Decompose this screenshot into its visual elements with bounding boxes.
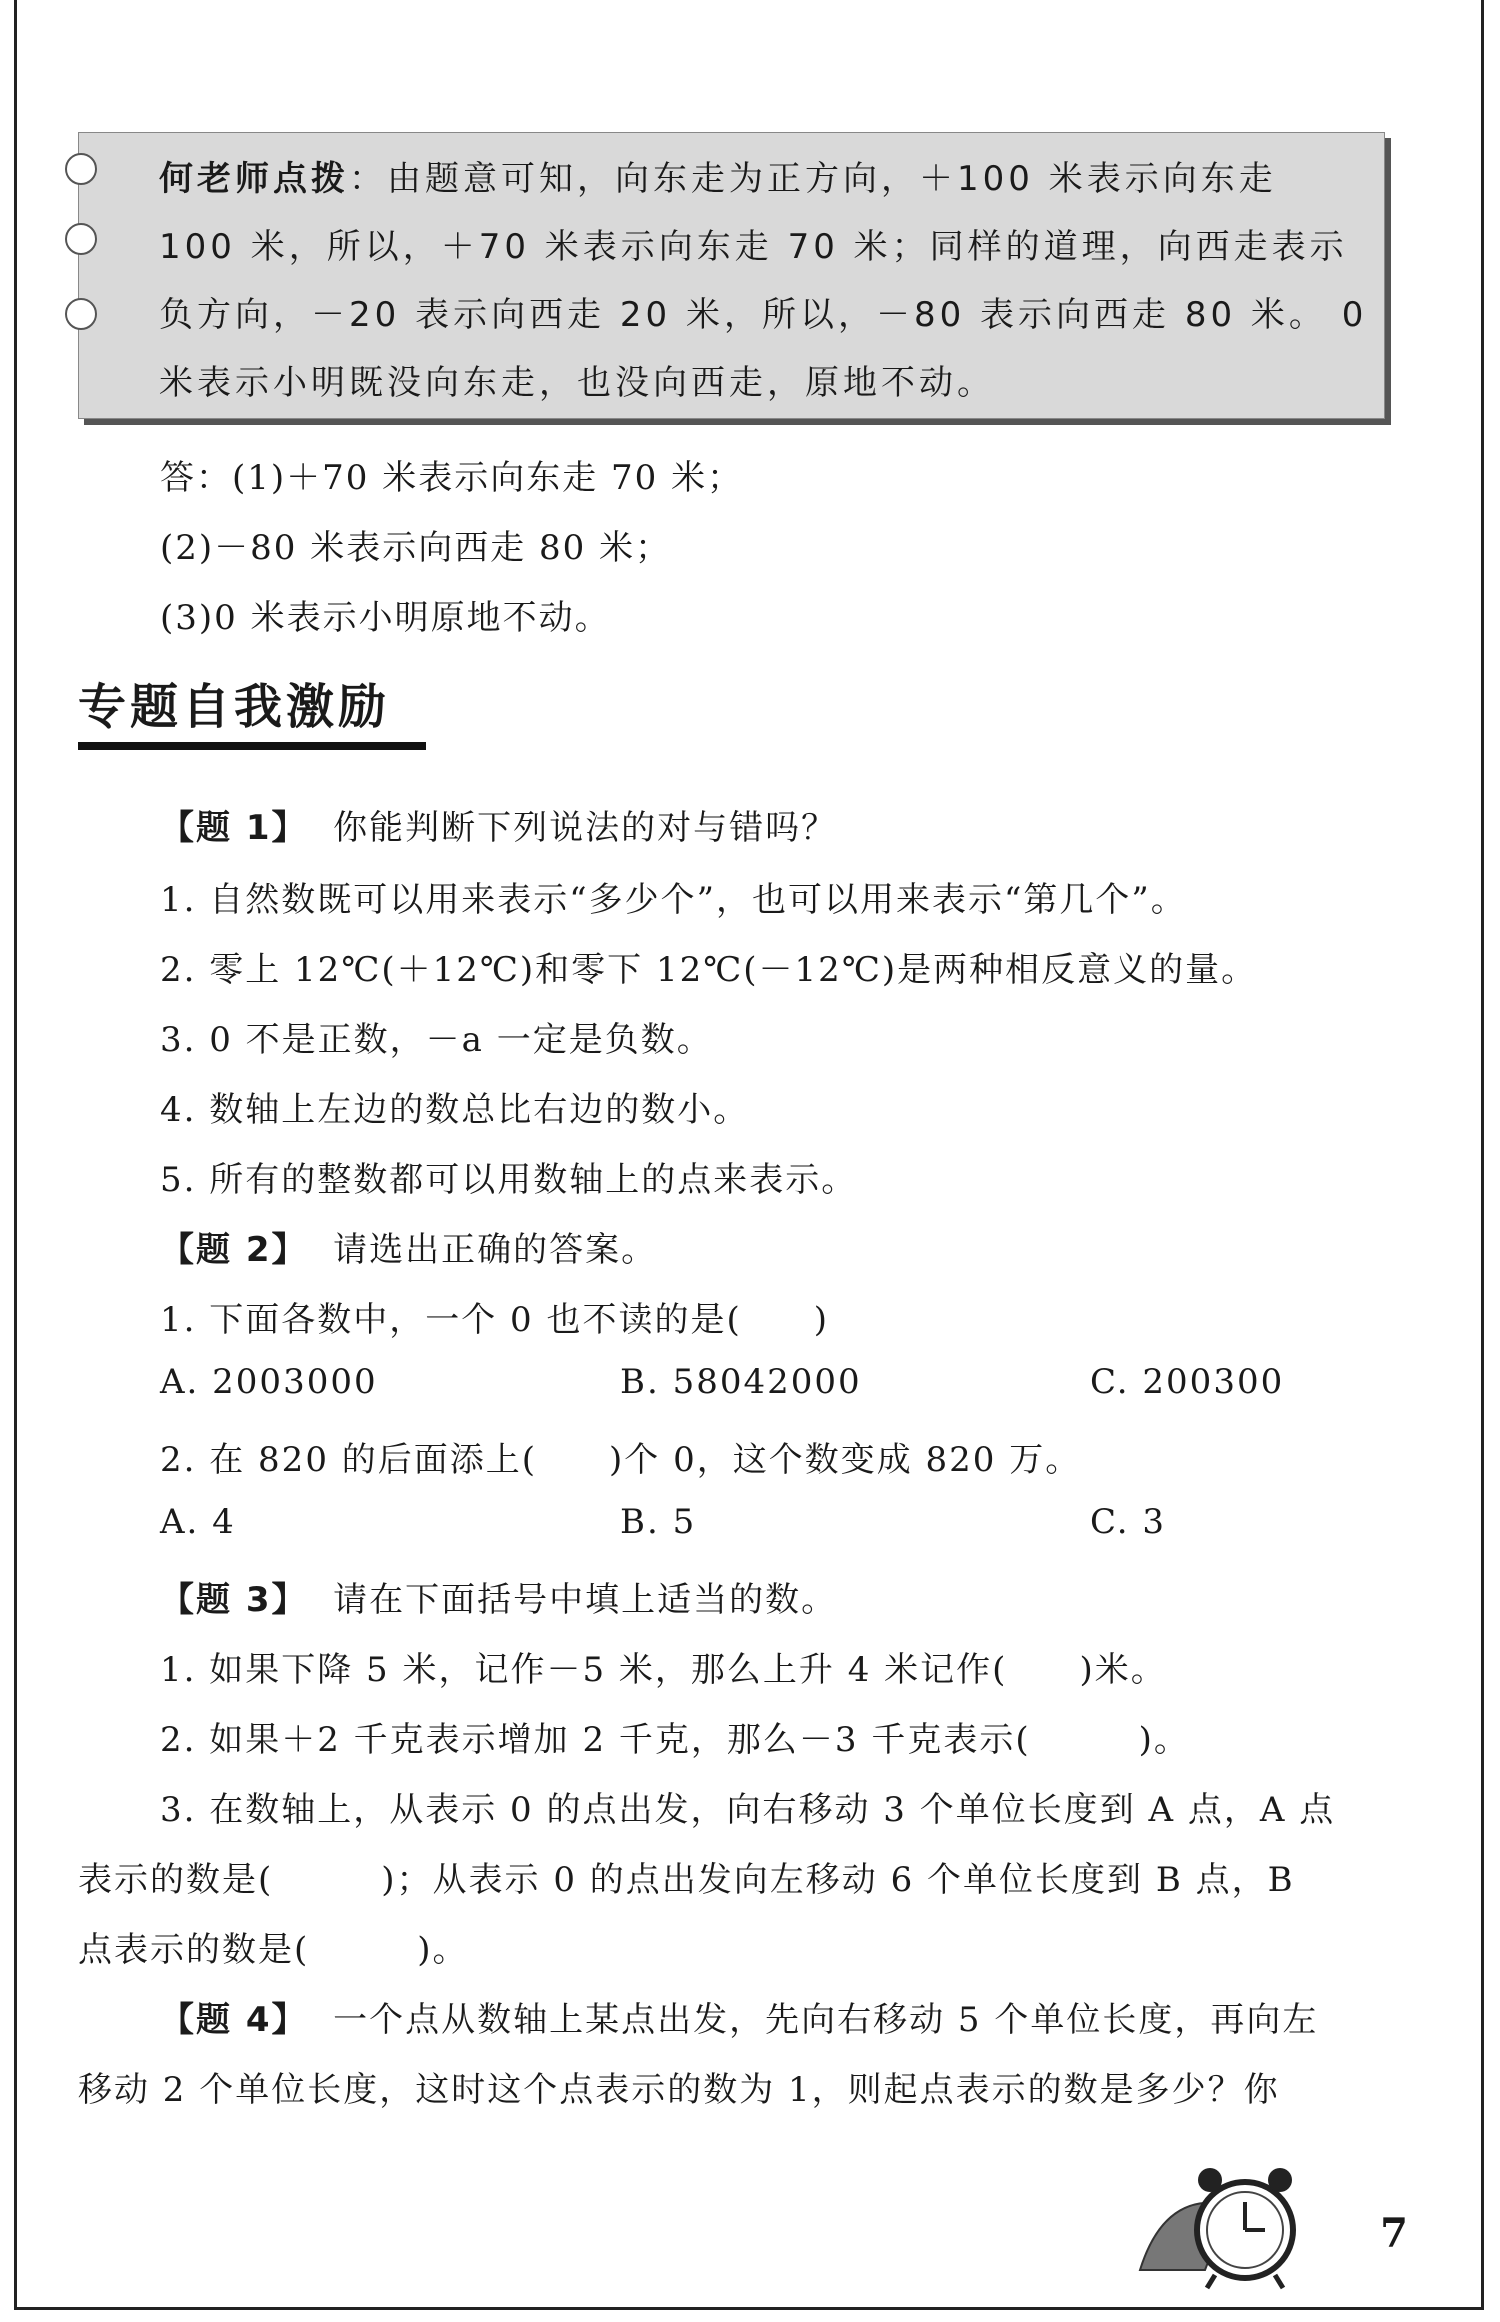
answer-line-3: (3)0 米表示小明原地不动。 (160, 598, 611, 638)
answer-line-2: (2)－80 米表示向西走 80 米； (160, 528, 672, 568)
q4-line-1: 【题 4】 一个点从数轴上某点出发，先向右移动 5 个单位长度，再向左 (160, 2000, 1319, 2040)
q2-sub2-option-b: B. 5 (620, 1502, 697, 1542)
hint-line-1: 何老师点拨：由题意可知，向东走为正方向，＋100 米表示向东走 (159, 159, 1277, 199)
q3-item-2: 2. 如果＋2 千克表示增加 2 千克，那么－3 千克表示( )。 (160, 1720, 1190, 1760)
q4-tag: 【题 4】 (160, 2000, 308, 2040)
q1-item-4: 4. 数轴上左边的数总比右边的数小。 (160, 1090, 750, 1130)
binder-notch (65, 223, 97, 255)
q2-sub2: 2. 在 820 的后面添上( )个 0，这个数变成 820 万。 (160, 1440, 1082, 1480)
q1-item-2: 2. 零上 12℃(＋12℃)和零下 12℃(－12℃)是两种相反意义的量。 (160, 950, 1258, 990)
q1-header: 【题 1】 你能判断下列说法的对与错吗？ (160, 808, 838, 848)
q2-tag: 【题 2】 (160, 1230, 308, 1270)
hint-line-2: 100 米，所以，＋70 米表示向东走 70 米；同样的道理，向西走表示 (159, 227, 1348, 267)
hint-label: 何老师点拨 (159, 159, 349, 199)
q4-line-2: 移动 2 个单位长度，这时这个点表示的数为 1，则起点表示的数是多少？你 (78, 2070, 1280, 2110)
q1-item-1: 1. 自然数既可以用来表示“多少个”，也可以用来表示“第几个”。 (160, 880, 1187, 920)
q2-sub1-option-c: C. 200300 (1090, 1362, 1285, 1402)
q3-item-3-line-2: 表示的数是( )；从表示 0 的点出发向左移动 6 个单位长度到 B 点，B (78, 1860, 1295, 1900)
binder-notch (65, 153, 97, 185)
q3-item-3-line-3: 点表示的数是( )。 (78, 1930, 469, 1970)
q3-item-3-line-1: 3. 在数轴上，从表示 0 的点出发，向右移动 3 个单位长度到 A 点，A 点 (160, 1790, 1336, 1830)
section-title-underline (78, 742, 426, 750)
q2-sub1: 1. 下面各数中，一个 0 也不读的是( ) (160, 1300, 830, 1340)
q2-sub2-option-a: A. 4 (160, 1502, 236, 1542)
hint-line-3: 负方向，－20 表示向西走 20 米，所以，－80 表示向西走 80 米。 0 (159, 295, 1368, 335)
q2-sub1-option-a: A. 2003000 (160, 1362, 378, 1402)
q2-sub2-option-c: C. 3 (1090, 1502, 1167, 1542)
page-number: 7 (1380, 2210, 1408, 2257)
q1-item-5: 5. 所有的整数都可以用数轴上的点来表示。 (160, 1160, 858, 1200)
q2-sub1-option-b: B. 58042000 (620, 1362, 862, 1402)
section-title: 专题自我激励 (78, 679, 391, 735)
q2-header: 【题 2】 请选出正确的答案。 (160, 1230, 658, 1270)
hint-line-4: 米表示小明既没向东走，也没向西走，原地不动。 (159, 363, 995, 403)
teacher-hint-box (78, 132, 1385, 419)
q3-tag: 【题 3】 (160, 1580, 308, 1620)
binder-notch (65, 298, 97, 330)
alarm-clock-icon (1135, 2150, 1305, 2290)
q3-header: 【题 3】 请在下面括号中填上适当的数。 (160, 1580, 838, 1620)
q1-item-3: 3. 0 不是正数，－a 一定是负数。 (160, 1020, 713, 1060)
q1-tag: 【题 1】 (160, 808, 308, 848)
answer-line-1: 答：(1)＋70 米表示向东走 70 米； (160, 458, 744, 498)
q3-item-1: 1. 如果下降 5 米，记作－5 米，那么上升 4 米记作( )米。 (160, 1650, 1167, 1690)
